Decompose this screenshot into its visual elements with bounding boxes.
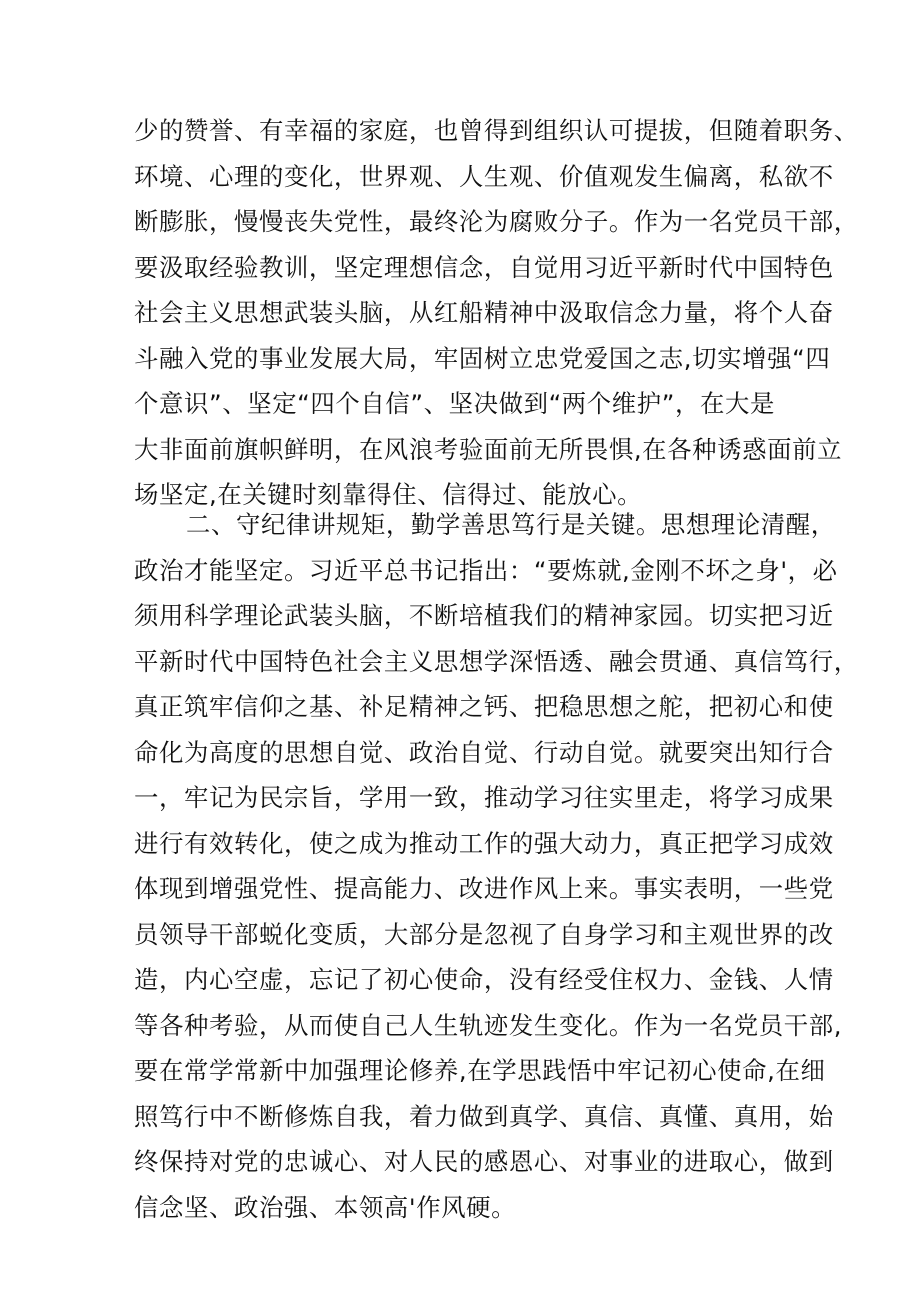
text-line: 终保持对党的忠诚心、对人民的感恩心、对事业的进取心，做到 [134, 1147, 834, 1176]
text-line: 政治才能坚定。习近平总书记指出：“要炼就,金刚不坏之身'，必 [134, 555, 838, 585]
text-line: 须用科学理论武装头脑，不断培植我们的精神家园。切实把习近 [134, 601, 834, 630]
text-line: 少的赞誉、有幸福的家庭，也曾得到组织认可提拔，但随着职务、 [134, 116, 859, 145]
text-line: 一，牢记为民宗旨，学用一致，推动学习往实里走，将学习成果 [134, 783, 834, 812]
text-line: 要在常学常新中加强理论修养,在学思践悟中牢记初心使命,在细 [134, 1056, 826, 1085]
text-line: 真正筑牢信仰之基、补足精神之钙、把稳思想之舵，把初心和使 [134, 692, 834, 721]
text-line: 信念坚、政治强、本领高'作风硬。 [134, 1192, 517, 1222]
text-line: 等各种考验，从而使自己人生轨迹发生变化。作为一名党员干部, [134, 1010, 843, 1040]
text-line: 环境、心理的变化，世界观、人生观、价值观发生偏离，私欲不 [134, 161, 834, 191]
text-line: 照笃行中不断修炼自我，着力做到真学、真信、真懂、真用，始 [134, 1101, 834, 1131]
text-line: 体现到增强党性、提高能力、改进作风上来。事实表明，一些党 [134, 874, 834, 903]
text-line: 员领导干部蜕化变质，大部分是忽视了自身学习和主观世界的改 [134, 919, 834, 949]
text-line: 进行有效转化，使之成为推动工作的强大动力，真正把学习成效 [134, 828, 834, 858]
text-line: 要汲取经验教训，坚定理想信念，自觉用习近平新时代中国特色 [134, 252, 834, 282]
paragraph-2 [134, 502, 859, 1230]
text-line: 大非面前旗帜鲜明，在风浪考验面前无所畏惧,在各种诱惑面前立 [134, 434, 843, 464]
text-line: 平新时代中国特色社会主义思想学深悟透、融会贯通、真信笃行， [134, 646, 859, 676]
text-line: 断膨胀，慢慢丧失党性，最终沦为腐败分子。作为一名党员干部， [134, 207, 859, 236]
text-line: 社会主义思想武装头脑，从红船精神中汲取信念力量，将个人奋 [134, 298, 834, 327]
text-line: 个意识”、坚定“四个自信”、坚决做到“两个维护”，在大是 [134, 389, 775, 418]
text-line: 场坚定,在关键时刻靠得住、信得过、能放心。 [134, 480, 643, 509]
text-line: 命化为高度的思想自觉、政治自觉、行动自觉。就要突出知行合 [134, 737, 834, 767]
text-line: 斗融入党的事业发展大局，牢固树立忠党爱国之志,切实增强“四 [134, 343, 831, 373]
paragraph-1 [134, 108, 859, 518]
text-line: 造，内心空虚，忘记了初心使命，没有经受住权力、金钱、人情 [134, 965, 834, 994]
text-line-indented: 二、守纪律讲规矩，勤学善思笃行是关键。思想理论清醒， [186, 510, 836, 539]
